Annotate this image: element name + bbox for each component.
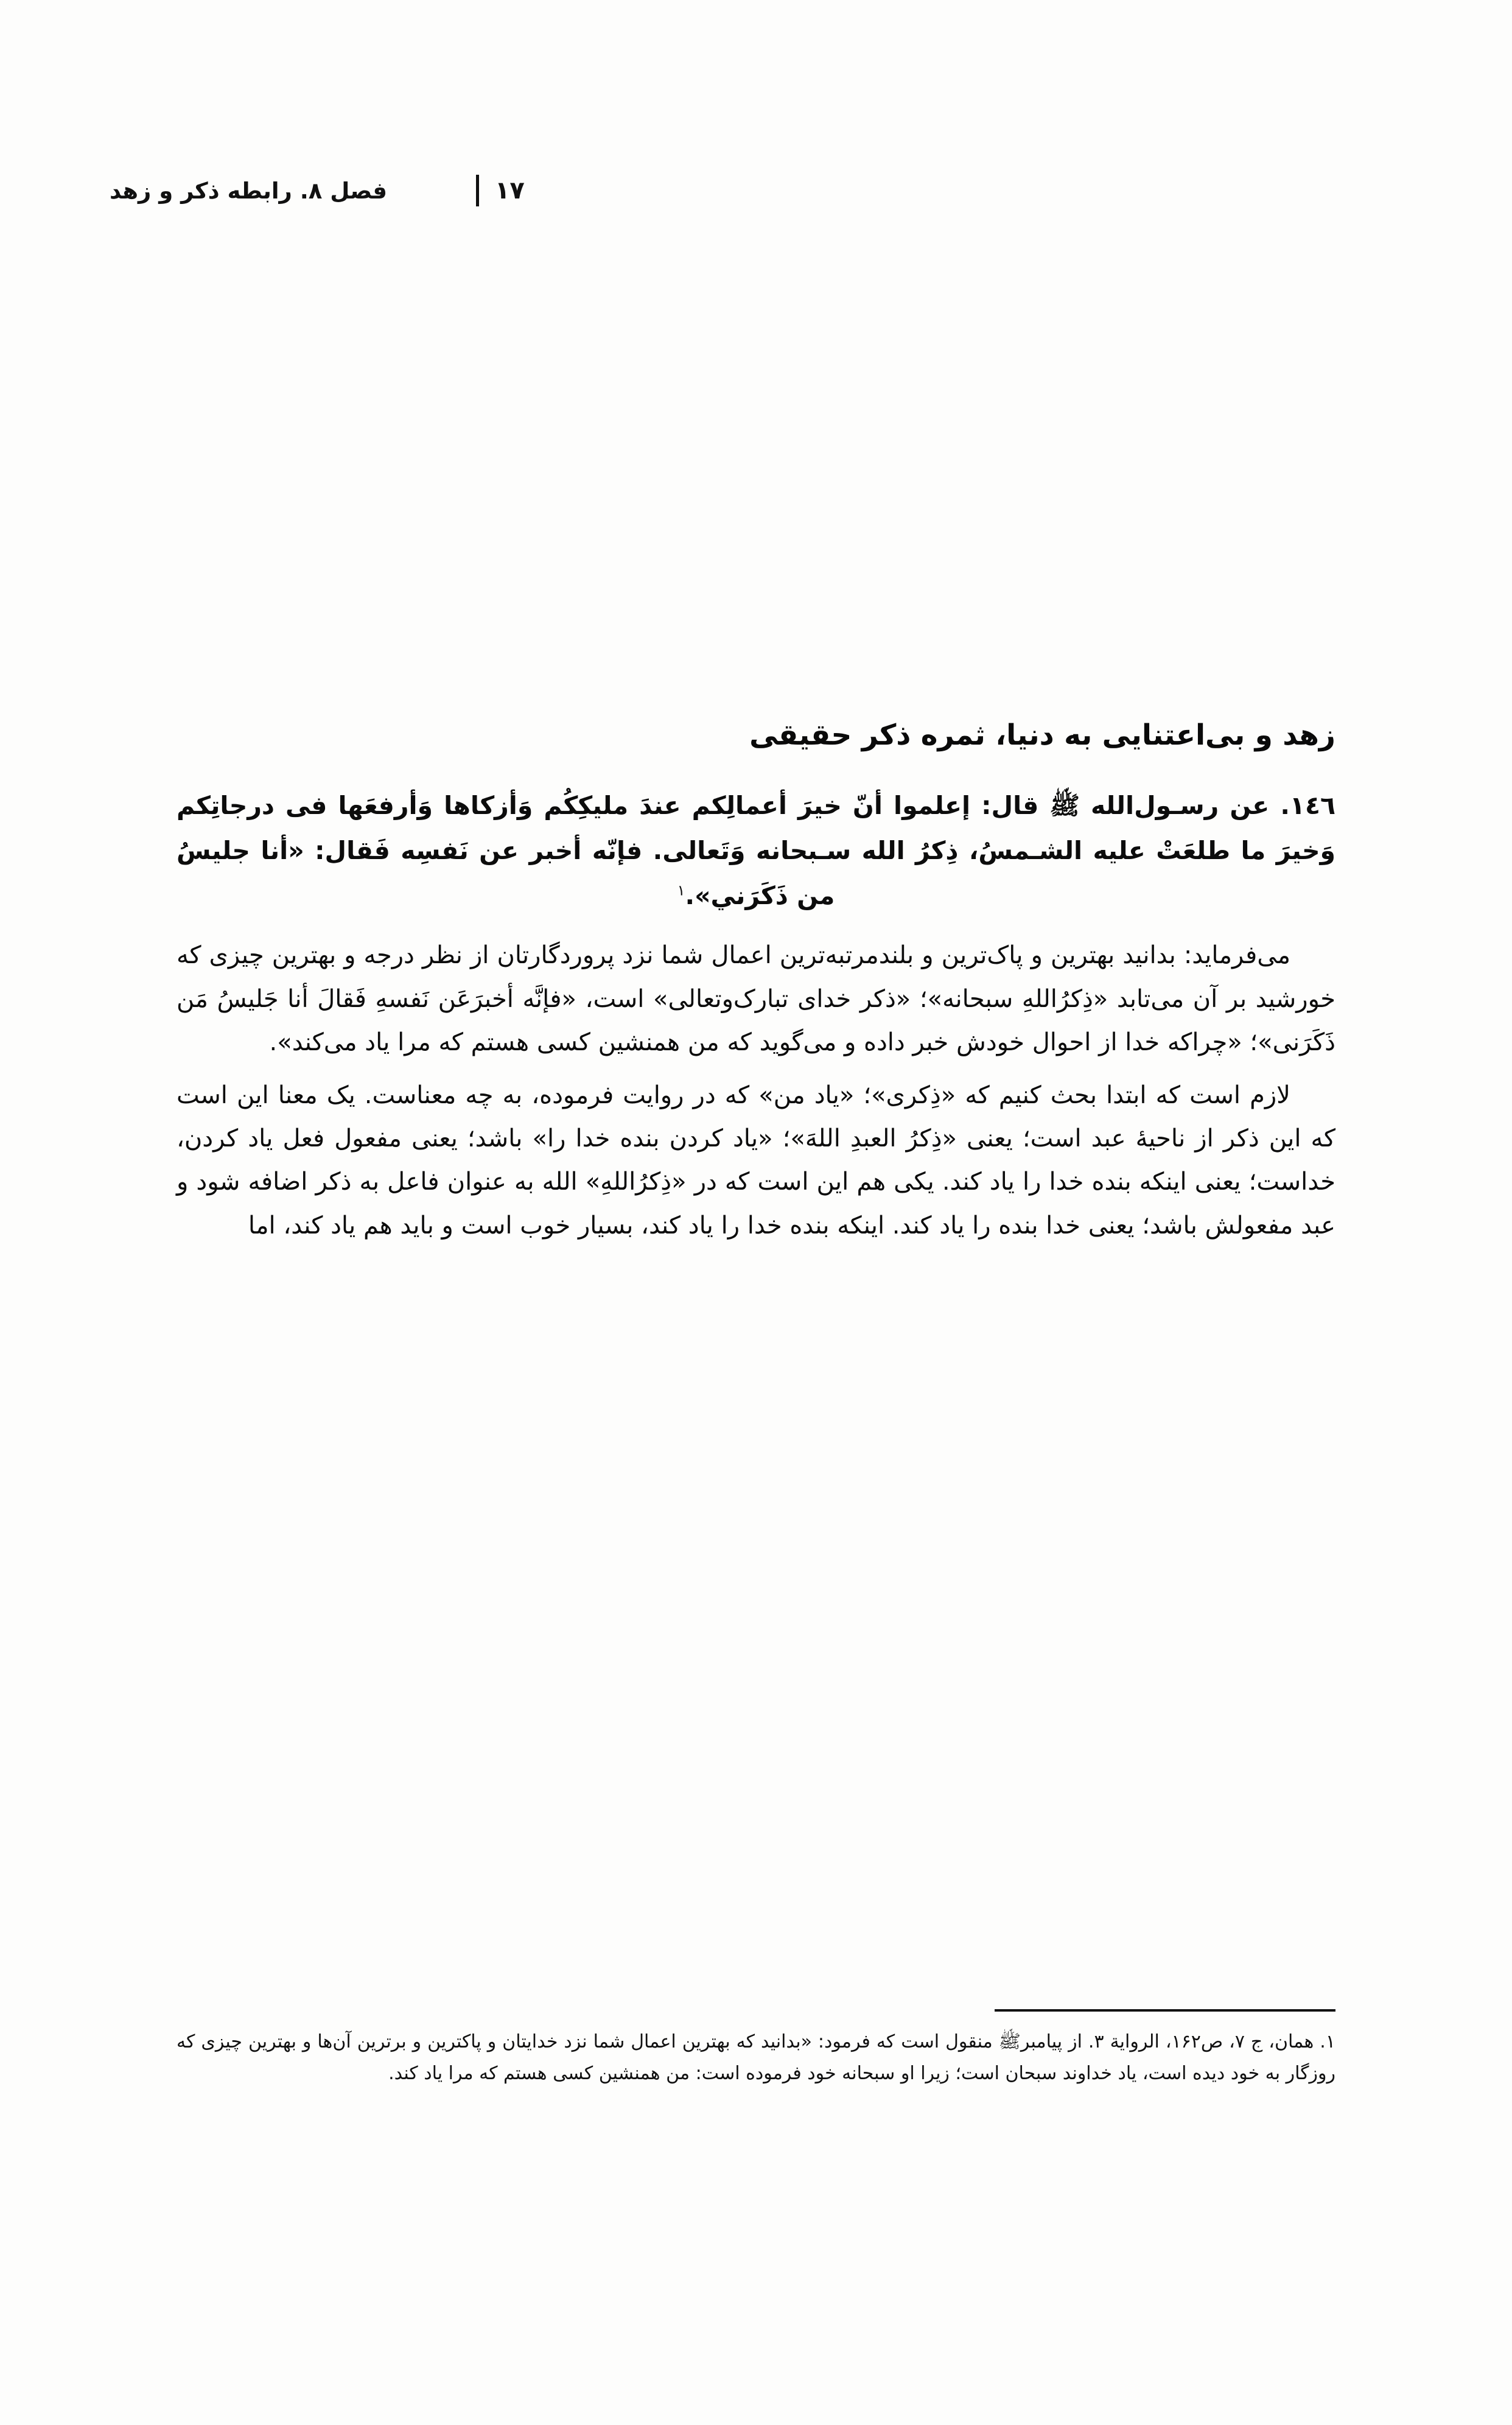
- hadith-footnote-marker: ۱: [677, 881, 685, 899]
- page-number: ۱۷: [494, 177, 525, 205]
- footnote-entry: [177, 2026, 1335, 2089]
- section-title: زهد و بی‌اعتنایی به دنیا، ثمره ذکر حقیقی: [749, 718, 1335, 752]
- hadith-text: عن رسـول‌الله ﷺ قال: إعلموا أنّ خيرَ أعمالِكم عندَ مليكِكُم وَأزكاها وَأرفعَها فى درجاتِكم وَخيرَ ما طلعَتْ عليه الشـمسُ، ذِكرُ الله سـبحانه وَتَعالى. فإنّه أخبر عن نَفسِه فَقال: «أنا جليسُ من ذَكَرَني».: [177, 791, 1335, 910]
- hadith-block: [177, 784, 1335, 918]
- footnote-text: همان، ج ۷، ص۱۶۲، الروایة ۳. از پیامبرﷺ منقول است که فرمود: «بدانید که بهترین اعمال شما نزد خدایتان و پاکترین و برترین آن‌ها و بهترین چیزی که روزگار به خود دیده است، یاد خداوند سبحان است؛ زیرا او سبحانه خود فرموده است: من همنشین کسی هستم که مرا یاد کند.: [177, 2031, 1335, 2084]
- running-head-divider: [476, 175, 479, 206]
- body-paragraph-2: لازم است که ابتدا بحث کنیم که «ذِکری»؛ «یاد من» که در روایت فرموده، به چه معناست. یک معنا این است که این ذکر از ناحیهٔ عبد است؛ یعنی «ذِکرُ العبدِ اللهَ»؛ «یاد کردن بنده خدا را» باشد؛ یعنی مفعول فعل یاد کردن، خداست؛ یعنی اینکه بنده خدا را یاد کند. یکی هم این است که در «ذِکرُ‌اللهِ» الله به عنوان فاعل به ذکر اضافه شود و عبد مفعولش باشد؛ یعنی خدا بنده را یاد کند. اینکه بنده خدا را یاد کند، بسیار خوب است و باید هم یاد کند، اما: [177, 1081, 1335, 1240]
- running-head: [110, 163, 1402, 218]
- footnote-separator: [995, 2009, 1335, 2012]
- running-head-chapter: فصل ۸. رابطه ذکر و زهد: [110, 177, 387, 204]
- footnote-area: [177, 2009, 1335, 2089]
- page-content: [177, 718, 1335, 1257]
- body-paragraph-1: می‌فرماید: بدانید بهترین و پاک‌ترین و بلندمرتبه‌ترین اعمال شما نزد پروردگارتان از نظر درجه و بهترین چیزی که خورشید بر آن می‌تابد «ذِکرُ‌اللهِ سبحانه»؛ «ذکر خدای تبارک‌وتعالی» است، «فإنَّه أخبرَعَن نَفسهِ فَقالَ أنا جَلیسُ مَن ذَکَرَنی»؛ «چراکه خدا از احوال خودش خبر داده و می‌گوید که من همنشین کسی هستم که مرا یاد می‌کند».: [177, 941, 1335, 1056]
- footnote-marker: ۱.: [1320, 2031, 1335, 2052]
- hadith-number: ۱٤٦.: [1280, 791, 1335, 820]
